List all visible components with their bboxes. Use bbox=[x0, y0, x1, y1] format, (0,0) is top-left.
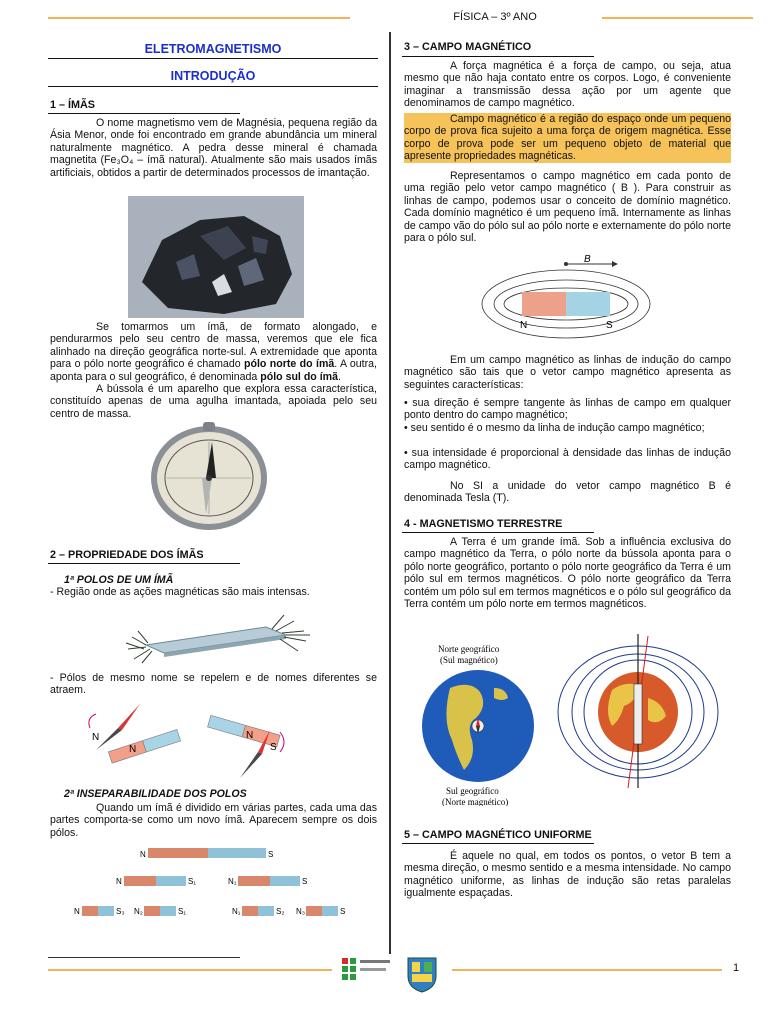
title-underline bbox=[48, 58, 378, 59]
section-heading-imas: 1 – ÍMÃS bbox=[50, 99, 96, 111]
paragraph-bussola: A bússola é um aparelho que explora essa característica, constituído apenas de uma agulha imantada, apoiada pelo seu centro de massa. bbox=[50, 383, 377, 420]
label-s1: S₁ bbox=[188, 877, 197, 886]
label-s: S bbox=[340, 907, 346, 916]
label-norte-geografico: Norte geográfico bbox=[438, 644, 500, 654]
label-s1: S₁ bbox=[178, 907, 187, 916]
magnet-filings-figure bbox=[116, 605, 316, 665]
paragraph-uniforme: É aquele no qual, em todos os pontos, o vetor B tem a mesma direção, o mesmo sentido e a mesma intensidade. No campo magnético uniforme, as linhas de indução são retas paralelas igualmente espaçadas. bbox=[404, 850, 731, 900]
label-n1: N₁ bbox=[228, 877, 237, 886]
label-norte-magnetico: (Norte magnético) bbox=[442, 797, 509, 806]
paragraph-tesla: No SI a unidade do vetor campo magnético B é denominada Tesla (T). bbox=[404, 480, 731, 505]
subheading-polos: 1ª POLOS DE UM ÍMÃ bbox=[64, 574, 174, 586]
heading-underline bbox=[402, 56, 594, 57]
heading-underline bbox=[48, 563, 240, 564]
label-n1: N₁ bbox=[232, 907, 241, 916]
label-sul-magnetico: (Sul magnético) bbox=[440, 655, 498, 665]
intro-underline bbox=[48, 86, 378, 87]
state-crest-logo bbox=[404, 954, 440, 994]
field-lines-figure bbox=[478, 252, 654, 342]
label-s: S bbox=[270, 742, 277, 753]
heading-underline bbox=[402, 532, 594, 533]
highlight-definicao: Campo magnético é a região do espaço onde um pequeno corpo de prova fica sujeito a uma força de origem magnética. Esse corpo de prova pode ser um pequeno objeto de material que apresente propriedades magnéticas. bbox=[404, 113, 731, 163]
bullet-direcao: • sua direção é sempre tangente às linhas de campo em qualquer ponto dentro do campo magnético; bbox=[404, 397, 731, 422]
paragraph-linhas-inducao: Em um campo magnético as linhas de indução do campo magnético são tais que o vetor campo magnético apresenta as seguintes características: bbox=[404, 354, 731, 391]
label-s2: S₂ bbox=[276, 907, 285, 916]
page-title: ELETROMAGNETISMO bbox=[144, 42, 282, 56]
paragraph-divisao: Quando um ímã é dividido em várias partes, cada uma das partes comporta-se como um novo ímã. Aparecem sempre os dois pólos. bbox=[50, 802, 377, 839]
text-span: Se tomarmos um ímã, de formato alongado, e pendurarmos pelo seu centro de massa, veremos que ele fica alinhado na direção geográfica norte-sul. A extremidade que aponta para o pólo norte geográfico é chamado bbox=[50, 321, 377, 371]
institute-logo bbox=[340, 956, 394, 990]
footer-rule-right bbox=[452, 969, 722, 971]
section-heading-campo: 3 – CAMPO MAGNÉTICO bbox=[404, 41, 532, 53]
bullet-intensidade: • sua intensidade é proporcional à densidade das linhas de indução campo magnético. bbox=[404, 447, 731, 472]
term-polo-sul: pólo sul do ímã bbox=[260, 370, 338, 383]
earth-field-lines-figure bbox=[556, 628, 736, 794]
text-span: . bbox=[337, 370, 341, 383]
text-repelem: - Pólos de mesmo nome se repelem e de nomes diferentes se atraem. bbox=[50, 672, 377, 697]
page-number: 1 bbox=[733, 962, 740, 974]
header-rule-right bbox=[602, 17, 753, 19]
subheading-inseparabilidade: 2ª INSEPARABILIDADE DOS POLOS bbox=[64, 788, 247, 800]
footer-rule-left bbox=[48, 969, 332, 971]
label-n: N bbox=[92, 732, 100, 743]
label-n3: N₃ bbox=[296, 907, 306, 916]
label-n: N bbox=[520, 320, 528, 331]
magnetite-photo bbox=[128, 196, 304, 318]
broken-magnet-figure bbox=[60, 840, 360, 924]
label-n: N bbox=[246, 730, 254, 741]
column-divider bbox=[389, 32, 391, 954]
header-rule-left bbox=[48, 17, 350, 19]
label-n: N bbox=[74, 907, 80, 916]
heading-underline bbox=[48, 113, 240, 114]
compass-photo bbox=[146, 420, 272, 532]
label-n2: N₂ bbox=[134, 907, 143, 916]
section-heading-terrestre: 4 - MAGNETISMO TERRESTRE bbox=[404, 518, 563, 530]
header-label: FÍSICA – 3º ANO bbox=[453, 11, 537, 23]
term-polo-norte: pólo norte do ímã bbox=[244, 358, 335, 371]
paragraph-vetor-campo: Representamos o campo magnético em cada ponto de uma região pelo vetor campo magnético ( B ). Para construir as linhas de campo, podemos usar o conceito de domínio magnético. Cada domínio magnético é um pequeno ímã. Internamente as linhas de campo vão do pólo sul ao pólo norte e externamente do pólo norte para o pólo sul. bbox=[404, 170, 731, 245]
label-b-vector: B bbox=[584, 254, 591, 265]
label-s: S bbox=[268, 850, 274, 859]
paragraph-terra: A Terra é um grande ímã. Sob a influência exclusiva do campo magnético da Terra, o pólo norte da bússola aponta para o pólo norte geográfico, portanto o pólo norte geográfico da Terra é um pólo sul em termos magnéticos. O pólo norte geográfico da Terra contém um pólo sul em termos magnéticos e o pólo sul geográfico da Terra contém um pólo norte em termos magnéticos. bbox=[404, 536, 731, 611]
bullet-sentido: • seu sentido é o mesmo da linha de indução campo magnético; bbox=[404, 422, 705, 434]
label-s: S bbox=[302, 877, 308, 886]
label-n: N bbox=[140, 850, 146, 859]
text-regiao: - Região onde as ações magnéticas são mais intensas. bbox=[50, 586, 310, 598]
label-n: N bbox=[129, 744, 137, 755]
paragraph-forca-magnetica: A força magnética é a força de campo, ou seja, atua mesmo que não haja contato entre os corpos. Logo, é conveniente imaginar a transmissão dessa ação por um agente que denominamos de campo magnético. bbox=[404, 60, 731, 110]
label-s3: S₃ bbox=[116, 907, 125, 916]
paragraph-magnesia: O nome magnetismo vem de Magnésia, pequena região da Ásia Menor, onde foi encontrado em grande abundância um mineral naturalmente magnético. A pedra desse mineral é chamada magnetita (Fe₃O₄ – ímã natural). Atualmente são mais usados ímãs artificiais, obtidos a partir de determinados processos de imantação. bbox=[50, 117, 377, 179]
section-heading-propriedade: 2 – PROPRIEDADE DOS ÍMÃS bbox=[50, 549, 204, 561]
footnote-rule bbox=[48, 957, 240, 958]
text-span: . A outra, aponta para o sul geográfico, é denominada bbox=[50, 358, 377, 383]
section-title-intro: INTRODUÇÃO bbox=[170, 69, 256, 83]
label-s: S bbox=[606, 320, 613, 331]
label-sul-geografico: Sul geográfico bbox=[446, 786, 499, 796]
paragraph-alinhamento bbox=[50, 321, 377, 383]
heading-underline bbox=[402, 843, 594, 844]
label-n: N bbox=[116, 877, 122, 886]
section-heading-uniforme: 5 – CAMPO MAGNÉTICO UNIFORME bbox=[404, 829, 592, 841]
needle-magnet-figure bbox=[80, 700, 300, 786]
earth-compass-figure bbox=[410, 640, 550, 806]
